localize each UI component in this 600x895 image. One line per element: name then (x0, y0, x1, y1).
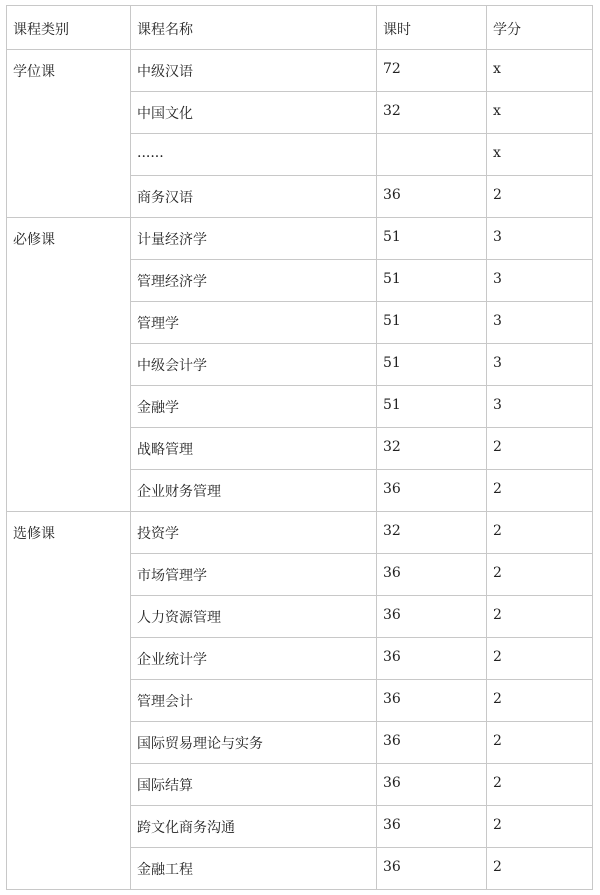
credits-cell: 2 (487, 764, 593, 806)
hours-cell: 36 (377, 764, 487, 806)
category-label: 学位课 (13, 64, 55, 80)
course-name-cell: 计量经济学 (131, 218, 377, 260)
course-name-cell: 跨文化商务沟通 (131, 806, 377, 848)
credits-cell: 3 (487, 260, 593, 302)
table-row (7, 512, 593, 554)
hours-cell: 32 (377, 92, 487, 134)
credits-cell: 3 (487, 302, 593, 344)
course-name-cell: 中国文化 (131, 92, 377, 134)
category-label: 选修课 (13, 526, 55, 542)
header-hours: 课时 (377, 6, 487, 50)
course-name-cell: 中级汉语 (131, 50, 377, 92)
header-category: 课程类别 (7, 6, 131, 50)
hours-cell: 51 (377, 218, 487, 260)
hours-cell: 32 (377, 512, 487, 554)
course-name-cell: ...... (131, 134, 377, 176)
credits-cell: x (487, 92, 593, 134)
hours-cell (377, 134, 487, 176)
header-row (7, 6, 593, 50)
hours-cell: 36 (377, 848, 487, 890)
hours-cell: 72 (377, 50, 487, 92)
category-cell (7, 50, 131, 218)
credits-cell: 2 (487, 470, 593, 512)
table-row (7, 218, 593, 260)
hours-cell: 36 (377, 596, 487, 638)
credits-cell: x (487, 50, 593, 92)
category-cell (7, 512, 131, 890)
hours-cell: 36 (377, 722, 487, 764)
course-name-cell: 管理学 (131, 302, 377, 344)
course-name-cell: 企业统计学 (131, 638, 377, 680)
credits-cell: 2 (487, 512, 593, 554)
hours-cell: 36 (377, 638, 487, 680)
hours-cell: 51 (377, 344, 487, 386)
credits-cell: x (487, 134, 593, 176)
course-name-cell: 战略管理 (131, 428, 377, 470)
credits-cell: 2 (487, 848, 593, 890)
hours-cell: 51 (377, 386, 487, 428)
credits-cell: 3 (487, 386, 593, 428)
category-cell (7, 218, 131, 512)
header-course-name: 课程名称 (131, 6, 377, 50)
hours-cell: 36 (377, 806, 487, 848)
course-name-cell: 人力资源管理 (131, 596, 377, 638)
course-name-cell: 管理会计 (131, 680, 377, 722)
hours-cell: 32 (377, 428, 487, 470)
hours-cell: 36 (377, 680, 487, 722)
hours-cell: 36 (377, 554, 487, 596)
course-name-cell: 商务汉语 (131, 176, 377, 218)
course-name-cell: 国际结算 (131, 764, 377, 806)
course-name-cell: 金融学 (131, 386, 377, 428)
category-label: 必修课 (13, 232, 55, 248)
course-name-cell: 金融工程 (131, 848, 377, 890)
hours-cell: 51 (377, 260, 487, 302)
credits-cell: 2 (487, 176, 593, 218)
credits-cell: 2 (487, 428, 593, 470)
credits-cell: 3 (487, 218, 593, 260)
course-name-cell: 市场管理学 (131, 554, 377, 596)
hours-cell: 36 (377, 470, 487, 512)
course-name-cell: 投资学 (131, 512, 377, 554)
table-body (7, 50, 593, 890)
course-name-cell: 管理经济学 (131, 260, 377, 302)
hours-cell: 36 (377, 176, 487, 218)
credits-cell: 2 (487, 722, 593, 764)
course-table (6, 5, 593, 890)
credits-cell: 2 (487, 554, 593, 596)
course-name-cell: 国际贸易理论与实务 (131, 722, 377, 764)
credits-cell: 2 (487, 596, 593, 638)
credits-cell: 2 (487, 680, 593, 722)
header-credits: 学分 (487, 6, 593, 50)
course-name-cell: 企业财务管理 (131, 470, 377, 512)
hours-cell: 51 (377, 302, 487, 344)
credits-cell: 3 (487, 344, 593, 386)
credits-cell: 2 (487, 806, 593, 848)
table-row (7, 50, 593, 92)
credits-cell: 2 (487, 638, 593, 680)
course-name-cell: 中级会计学 (131, 344, 377, 386)
